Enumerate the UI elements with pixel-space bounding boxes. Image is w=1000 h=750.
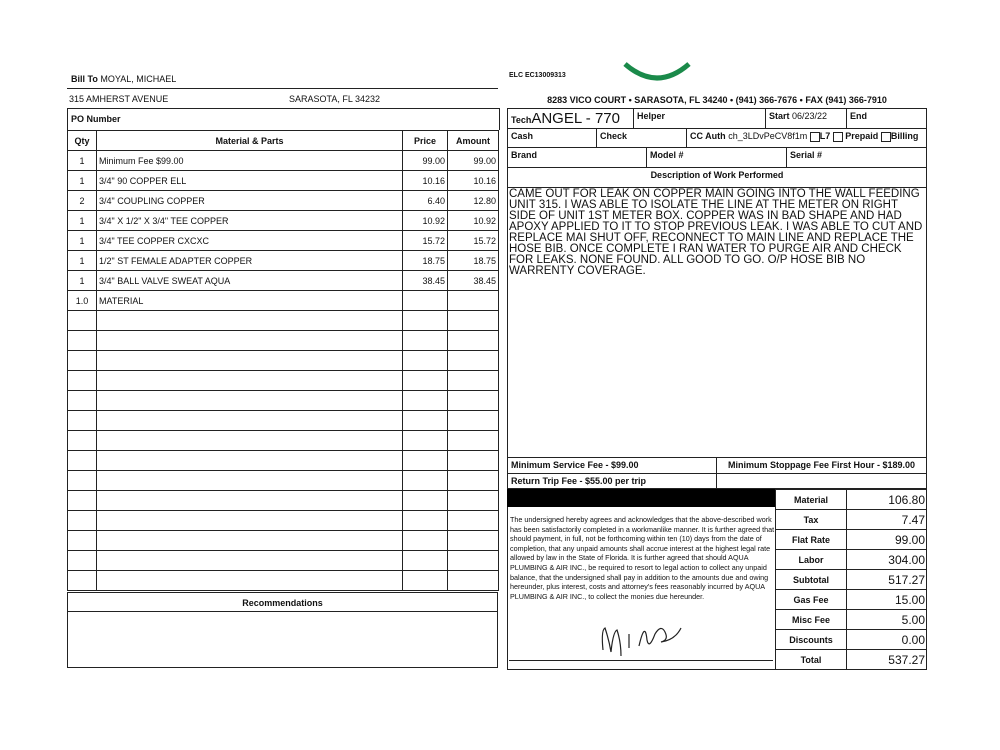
- amount-cell: [448, 451, 499, 471]
- billing-checkbox[interactable]: [881, 132, 891, 142]
- address-row: [67, 88, 498, 109]
- min-service-fee: Minimum Service Fee - $99.00: [507, 457, 717, 474]
- invoice-left-page: [67, 70, 498, 668]
- material-cell: [97, 391, 403, 411]
- qty-cell: 1: [68, 211, 97, 231]
- total-value: 5.00: [846, 609, 927, 630]
- amount-cell: [448, 471, 499, 491]
- cc-auth-value: ch_3LDvPeCV8f1m: [728, 131, 808, 141]
- qty-cell: [68, 311, 97, 331]
- qty-cell: [68, 491, 97, 511]
- brand-cell: Brand: [507, 147, 647, 168]
- qty-cell: [68, 331, 97, 351]
- qty-cell: 1: [68, 251, 97, 271]
- customer-signature: [595, 610, 695, 660]
- price-cell: [403, 511, 448, 531]
- amount-cell: 15.72: [448, 231, 499, 251]
- recommendations-box: [67, 611, 498, 668]
- price-cell: [403, 471, 448, 491]
- amount-cell: [448, 291, 499, 311]
- material-cell: [97, 431, 403, 451]
- qty-cell: 1: [68, 231, 97, 251]
- material-cell: 3/4" TEE COPPER CXCXC: [97, 231, 403, 251]
- table-row: [68, 411, 499, 431]
- parts-table: [67, 130, 499, 591]
- total-label: Material: [775, 489, 847, 510]
- price-cell: [403, 451, 448, 471]
- material-cell: [97, 351, 403, 371]
- total-label: Gas Fee: [775, 589, 847, 610]
- license-number: ELC EC13009313: [509, 72, 566, 79]
- total-label: Subtotal: [775, 569, 847, 590]
- table-row: [68, 311, 499, 331]
- material-cell: [97, 511, 403, 531]
- total-label: Discounts: [775, 629, 847, 650]
- amount-cell: [448, 551, 499, 571]
- amount-cell: [448, 491, 499, 511]
- agreement-text: The undersigned hereby agrees and acknowledges that the above-described work has been satisfactorily completed in a workmanlike manner. It is further agreed that should payment, in full, not be forthcoming within ten (10) days from the date of completion, that any unpaid amounts shall accrue interest at the highest legal rate allowed by law in the State of Florida. It is further agreed that should AQUA PLUMBING & AIR INC., be required to resort to legal action to collect any unpaid balance, that the undersigned shall pay in addition to the amounts due and owing hereunder, plus interest, costs and attorney's fees reasonably incurred by AQUA PLUMBING & AIR INC., to collect the monies due hereunder.: [510, 515, 775, 601]
- check-cell: Check: [596, 128, 687, 148]
- table-row: [68, 471, 499, 491]
- model-cell: Model #: [646, 147, 787, 168]
- total-value: 517.27: [846, 569, 927, 590]
- table-row: [68, 151, 499, 171]
- amount-cell: [448, 571, 499, 591]
- material-cell: [97, 411, 403, 431]
- table-row: [68, 511, 499, 531]
- table-row: [68, 571, 499, 591]
- amount-cell: [448, 531, 499, 551]
- material-header: Material & Parts: [97, 131, 403, 151]
- tech-value: ANGEL - 770: [531, 110, 620, 127]
- start-cell: [765, 108, 847, 129]
- price-cell: [403, 331, 448, 351]
- material-cell: [97, 551, 403, 571]
- table-row: [68, 531, 499, 551]
- return-trip-fee: Return Trip Fee - $55.00 per trip: [507, 473, 717, 489]
- price-cell: [403, 291, 448, 311]
- customer-address: 315 AMHERST AVENUE: [69, 94, 169, 104]
- price-cell: 99.00: [403, 151, 448, 171]
- qty-cell: [68, 431, 97, 451]
- total-value: 15.00: [846, 589, 927, 610]
- price-cell: 10.92: [403, 211, 448, 231]
- table-row: [68, 371, 499, 391]
- amount-cell: [448, 331, 499, 351]
- qty-cell: [68, 511, 97, 531]
- price-cell: 10.16: [403, 171, 448, 191]
- material-cell: [97, 571, 403, 591]
- price-cell: 6.40: [403, 191, 448, 211]
- parts-header-row: [68, 131, 499, 151]
- cc-auth-cell: [686, 128, 927, 148]
- cc-auth-label: CC Auth: [690, 131, 726, 141]
- amount-header: Amount: [448, 131, 499, 151]
- total-label: Misc Fee: [775, 609, 847, 630]
- po-label: PO Number: [71, 114, 121, 124]
- start-label: Start: [769, 111, 790, 121]
- table-row: [68, 271, 499, 291]
- description-header: Description of Work Performed: [507, 167, 927, 188]
- qty-cell: 1: [68, 151, 97, 171]
- parts-body: [68, 151, 499, 591]
- material-cell: [97, 311, 403, 331]
- table-row: [68, 391, 499, 411]
- price-cell: [403, 571, 448, 591]
- amount-cell: [448, 391, 499, 411]
- company-address: 8283 VICO COURT • SARASOTA, FL 34240 • (941) 366-7676 • FAX (941) 366-7910: [547, 95, 887, 105]
- amount-cell: [448, 431, 499, 451]
- table-row: [68, 251, 499, 271]
- material-cell: [97, 491, 403, 511]
- helper-cell: Helper: [633, 108, 766, 129]
- material-cell: MATERIAL: [97, 291, 403, 311]
- cash-cell: Cash: [507, 128, 597, 148]
- customer-name: MOYAL, MICHAEL: [100, 74, 177, 84]
- work-description: CAME OUT FOR LEAK ON COPPER MAIN GOING INTO THE WALL FEEDING UNIT 315. I WAS ABLE TO ISOLATE THE LINE AT THE METER ON RIGHT SIDE OF UNIT 1ST METER BOX. COPPER WAS IN BAD SHAPE AND HAD APOXY APPLIED TO IT TO STOP PREVIOUS LEAK. I WAS ABLE TO CUT AND REPLACE MAI SHUT OFF, RECONNECT TO MAIN LINE AND REPLACE THE HOSE BIB. ONCE COMPLETE I RAN WATER TO PURGE AIR AND CHECK FOR LEAKS. NONE FOUND. ALL GOOD TO GO. O/P HOSE BIB NO WARRENTY COVERAGE.: [509, 188, 923, 277]
- qty-cell: [68, 571, 97, 591]
- amount-cell: 99.00: [448, 151, 499, 171]
- po-row: [67, 108, 500, 130]
- l7-checkbox[interactable]: [810, 132, 820, 142]
- tech-label: Tech: [511, 115, 532, 125]
- material-cell: 3/4" COUPLING COPPER: [97, 191, 403, 211]
- end-cell: End: [846, 108, 927, 129]
- amount-cell: [448, 411, 499, 431]
- price-cell: [403, 391, 448, 411]
- qty-cell: 1.0: [68, 291, 97, 311]
- amount-cell: 10.16: [448, 171, 499, 191]
- price-cell: [403, 491, 448, 511]
- signature-line: [509, 660, 773, 661]
- qty-cell: [68, 391, 97, 411]
- price-header: Price: [403, 131, 448, 151]
- table-row: [68, 291, 499, 311]
- material-cell: Minimum Fee $99.00: [97, 151, 403, 171]
- table-row: [68, 191, 499, 211]
- price-cell: [403, 371, 448, 391]
- prepaid-checkbox[interactable]: [833, 132, 843, 142]
- amount-cell: 18.75: [448, 251, 499, 271]
- start-value: 06/23/22: [792, 111, 828, 121]
- table-row: [68, 491, 499, 511]
- total-label: Tax: [775, 509, 847, 530]
- total-value: 0.00: [846, 629, 927, 650]
- table-row: [68, 211, 499, 231]
- material-cell: [97, 451, 403, 471]
- table-row: [68, 551, 499, 571]
- price-cell: 18.75: [403, 251, 448, 271]
- price-cell: [403, 431, 448, 451]
- table-row: [68, 451, 499, 471]
- total-value: 537.27: [846, 649, 927, 670]
- customer-city: SARASOTA, FL 34232: [289, 94, 381, 104]
- amount-cell: 38.45: [448, 271, 499, 291]
- amount-cell: 10.92: [448, 211, 499, 231]
- material-cell: 1/2" ST FEMALE ADAPTER COPPER: [97, 251, 403, 271]
- bill-to-row: [67, 70, 498, 89]
- table-row: [68, 171, 499, 191]
- amount-cell: 12.80: [448, 191, 499, 211]
- invoice-right-page: [507, 62, 927, 670]
- min-stoppage-fee: Minimum Stoppage Fee First Hour - $189.00: [716, 457, 927, 474]
- total-value: 106.80: [846, 489, 927, 510]
- total-label: Total: [775, 649, 847, 670]
- qty-cell: [68, 371, 97, 391]
- total-label: Flat Rate: [775, 529, 847, 550]
- table-row: [68, 231, 499, 251]
- total-value: 7.47: [846, 509, 927, 530]
- qty-cell: [68, 411, 97, 431]
- company-logo-icon: [617, 62, 697, 82]
- price-cell: [403, 411, 448, 431]
- serial-cell: Serial #: [786, 147, 927, 168]
- prepaid-label: Prepaid: [845, 131, 879, 141]
- qty-cell: [68, 471, 97, 491]
- material-cell: 3/4" BALL VALVE SWEAT AQUA: [97, 271, 403, 291]
- redaction-bar: [507, 489, 775, 507]
- price-cell: [403, 551, 448, 571]
- amount-cell: [448, 371, 499, 391]
- qty-cell: 1: [68, 271, 97, 291]
- qty-cell: [68, 531, 97, 551]
- material-cell: [97, 531, 403, 551]
- table-row: [68, 351, 499, 371]
- price-cell: [403, 311, 448, 331]
- price-cell: [403, 531, 448, 551]
- l7-label: L7: [819, 131, 831, 141]
- recommendations-header: Recommendations: [67, 592, 498, 612]
- material-cell: [97, 371, 403, 391]
- amount-cell: [448, 511, 499, 531]
- qty-cell: [68, 451, 97, 471]
- fee-blank-cell: [716, 473, 927, 489]
- tech-cell: [507, 108, 634, 129]
- qty-cell: [68, 551, 97, 571]
- total-value: 304.00: [846, 549, 927, 570]
- qty-cell: 1: [68, 171, 97, 191]
- material-cell: [97, 331, 403, 351]
- material-cell: 3/4" 90 COPPER ELL: [97, 171, 403, 191]
- price-cell: 38.45: [403, 271, 448, 291]
- table-row: [68, 331, 499, 351]
- billing-label: Billing: [890, 131, 919, 141]
- material-cell: 3/4" X 1/2" X 3/4" TEE COPPER: [97, 211, 403, 231]
- amount-cell: [448, 351, 499, 371]
- price-cell: [403, 351, 448, 371]
- material-cell: [97, 471, 403, 491]
- price-cell: 15.72: [403, 231, 448, 251]
- table-row: [68, 431, 499, 451]
- qty-cell: 2: [68, 191, 97, 211]
- qty-header: Qty: [68, 131, 97, 151]
- total-value: 99.00: [846, 529, 927, 550]
- total-label: Labor: [775, 549, 847, 570]
- amount-cell: [448, 311, 499, 331]
- qty-cell: [68, 351, 97, 371]
- bill-to-label: Bill To: [71, 74, 98, 84]
